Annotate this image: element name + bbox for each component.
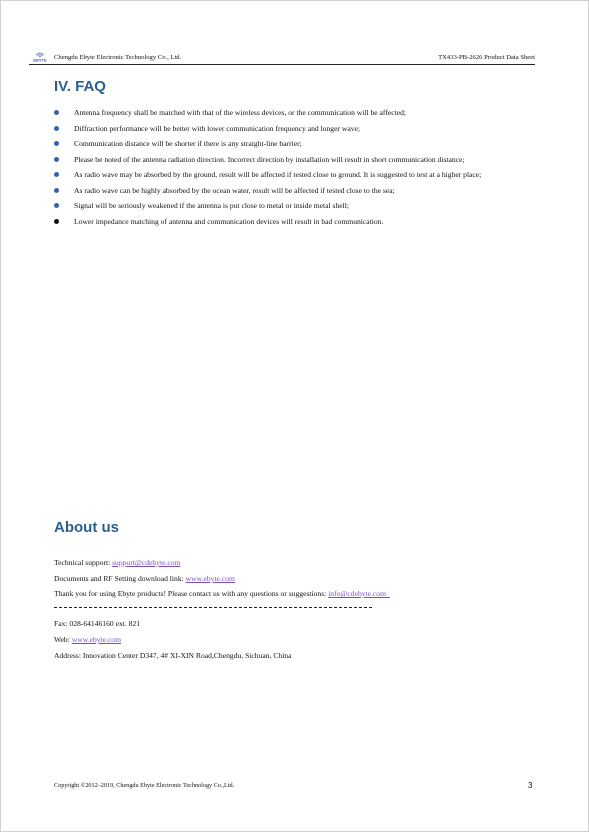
faq-item [54,121,540,137]
faq-item [54,152,540,168]
link-underline-trail [386,589,390,598]
download-label: Documents and RF Setting download link: [54,574,186,583]
faq-item [54,198,540,214]
header-company-name: Chengdu Ebyte Electronic Technology Co., Ltd. [54,54,182,61]
bullet-icon [54,219,59,224]
faq-item [54,167,540,183]
faq-item-text: Diffraction performance will be better with lower communication frequency and longer wave; [74,123,360,133]
page-header [29,50,535,65]
header-document-title: TX433-PB-2626 Product Data Sheet [438,54,535,61]
faq-item-text: Signal will be seriously weakened if the antenna is put close to metal or inside metal shell; [74,201,349,210]
faq-list [54,105,540,229]
ebyte-logo [29,51,51,62]
address-line: Address: Innovation Center D347, 4# XI-XIN Road,Chengdu, Sichuan, China [54,651,292,660]
faq-item [54,183,540,199]
web-line [54,635,121,644]
faq-item [54,136,540,152]
bullet-icon [54,172,59,177]
faq-heading: IV. FAQ [54,78,106,95]
faq-item [54,105,540,121]
about-heading: About us [54,519,119,536]
bullet-icon [54,188,59,193]
info-email-link[interactable]: info@cdebyte.com [328,589,386,598]
faq-item-text: Communication distance will be shorter if there is any straight-line barrier; [74,139,302,148]
download-link[interactable]: www.ebyte.com [185,574,235,583]
web-link[interactable]: www.ebyte.com [71,635,122,644]
download-line [54,574,235,583]
bullet-icon [54,126,59,131]
footer-copyright: Copyright ©2012–2019, Chengdu Ebyte Electronic Technology Co.,Ltd. [54,782,235,789]
web-label: Web: [54,635,72,644]
faq-item [54,214,540,230]
thanks-label: Thank you for using Ebyte products! Please contact us with any questions or suggestions: [54,589,329,598]
support-label: Technical support: [54,558,113,567]
fax-line: Fax: 028-64146160 ext. 821 [54,619,141,628]
bullet-icon [54,157,59,162]
support-email-link[interactable]: support@cdebyte.com [112,558,181,567]
faq-item-text: Antenna frequency shall be matched with that of the wireless devices, or the communication will be affected; [74,108,406,117]
faq-item-text: Lower impedance matching of antenna and communication devices will result in bad communication. [74,216,384,226]
bullet-icon [54,110,59,115]
thanks-line [54,589,390,598]
dashed-divider [54,607,372,608]
faq-item-text: Please be noted of the antenna radiation direction. Incorrect direction by installation will result in short communication distance; [74,154,465,164]
faq-item-text: As radio wave can be highly absorbed by the ocean water, result will be affected if tested close to the sea; [74,185,395,195]
technical-support-line [54,558,180,567]
bullet-icon [54,141,59,146]
bullet-icon [54,203,59,208]
page-number: 3 [528,781,533,790]
faq-item-text: As radio wave may be absorbed by the ground, result will be affected if tested close to ground. It is suggested to test at a higher place; [74,170,482,179]
svg-text:EBYTE: EBYTE [33,57,47,62]
